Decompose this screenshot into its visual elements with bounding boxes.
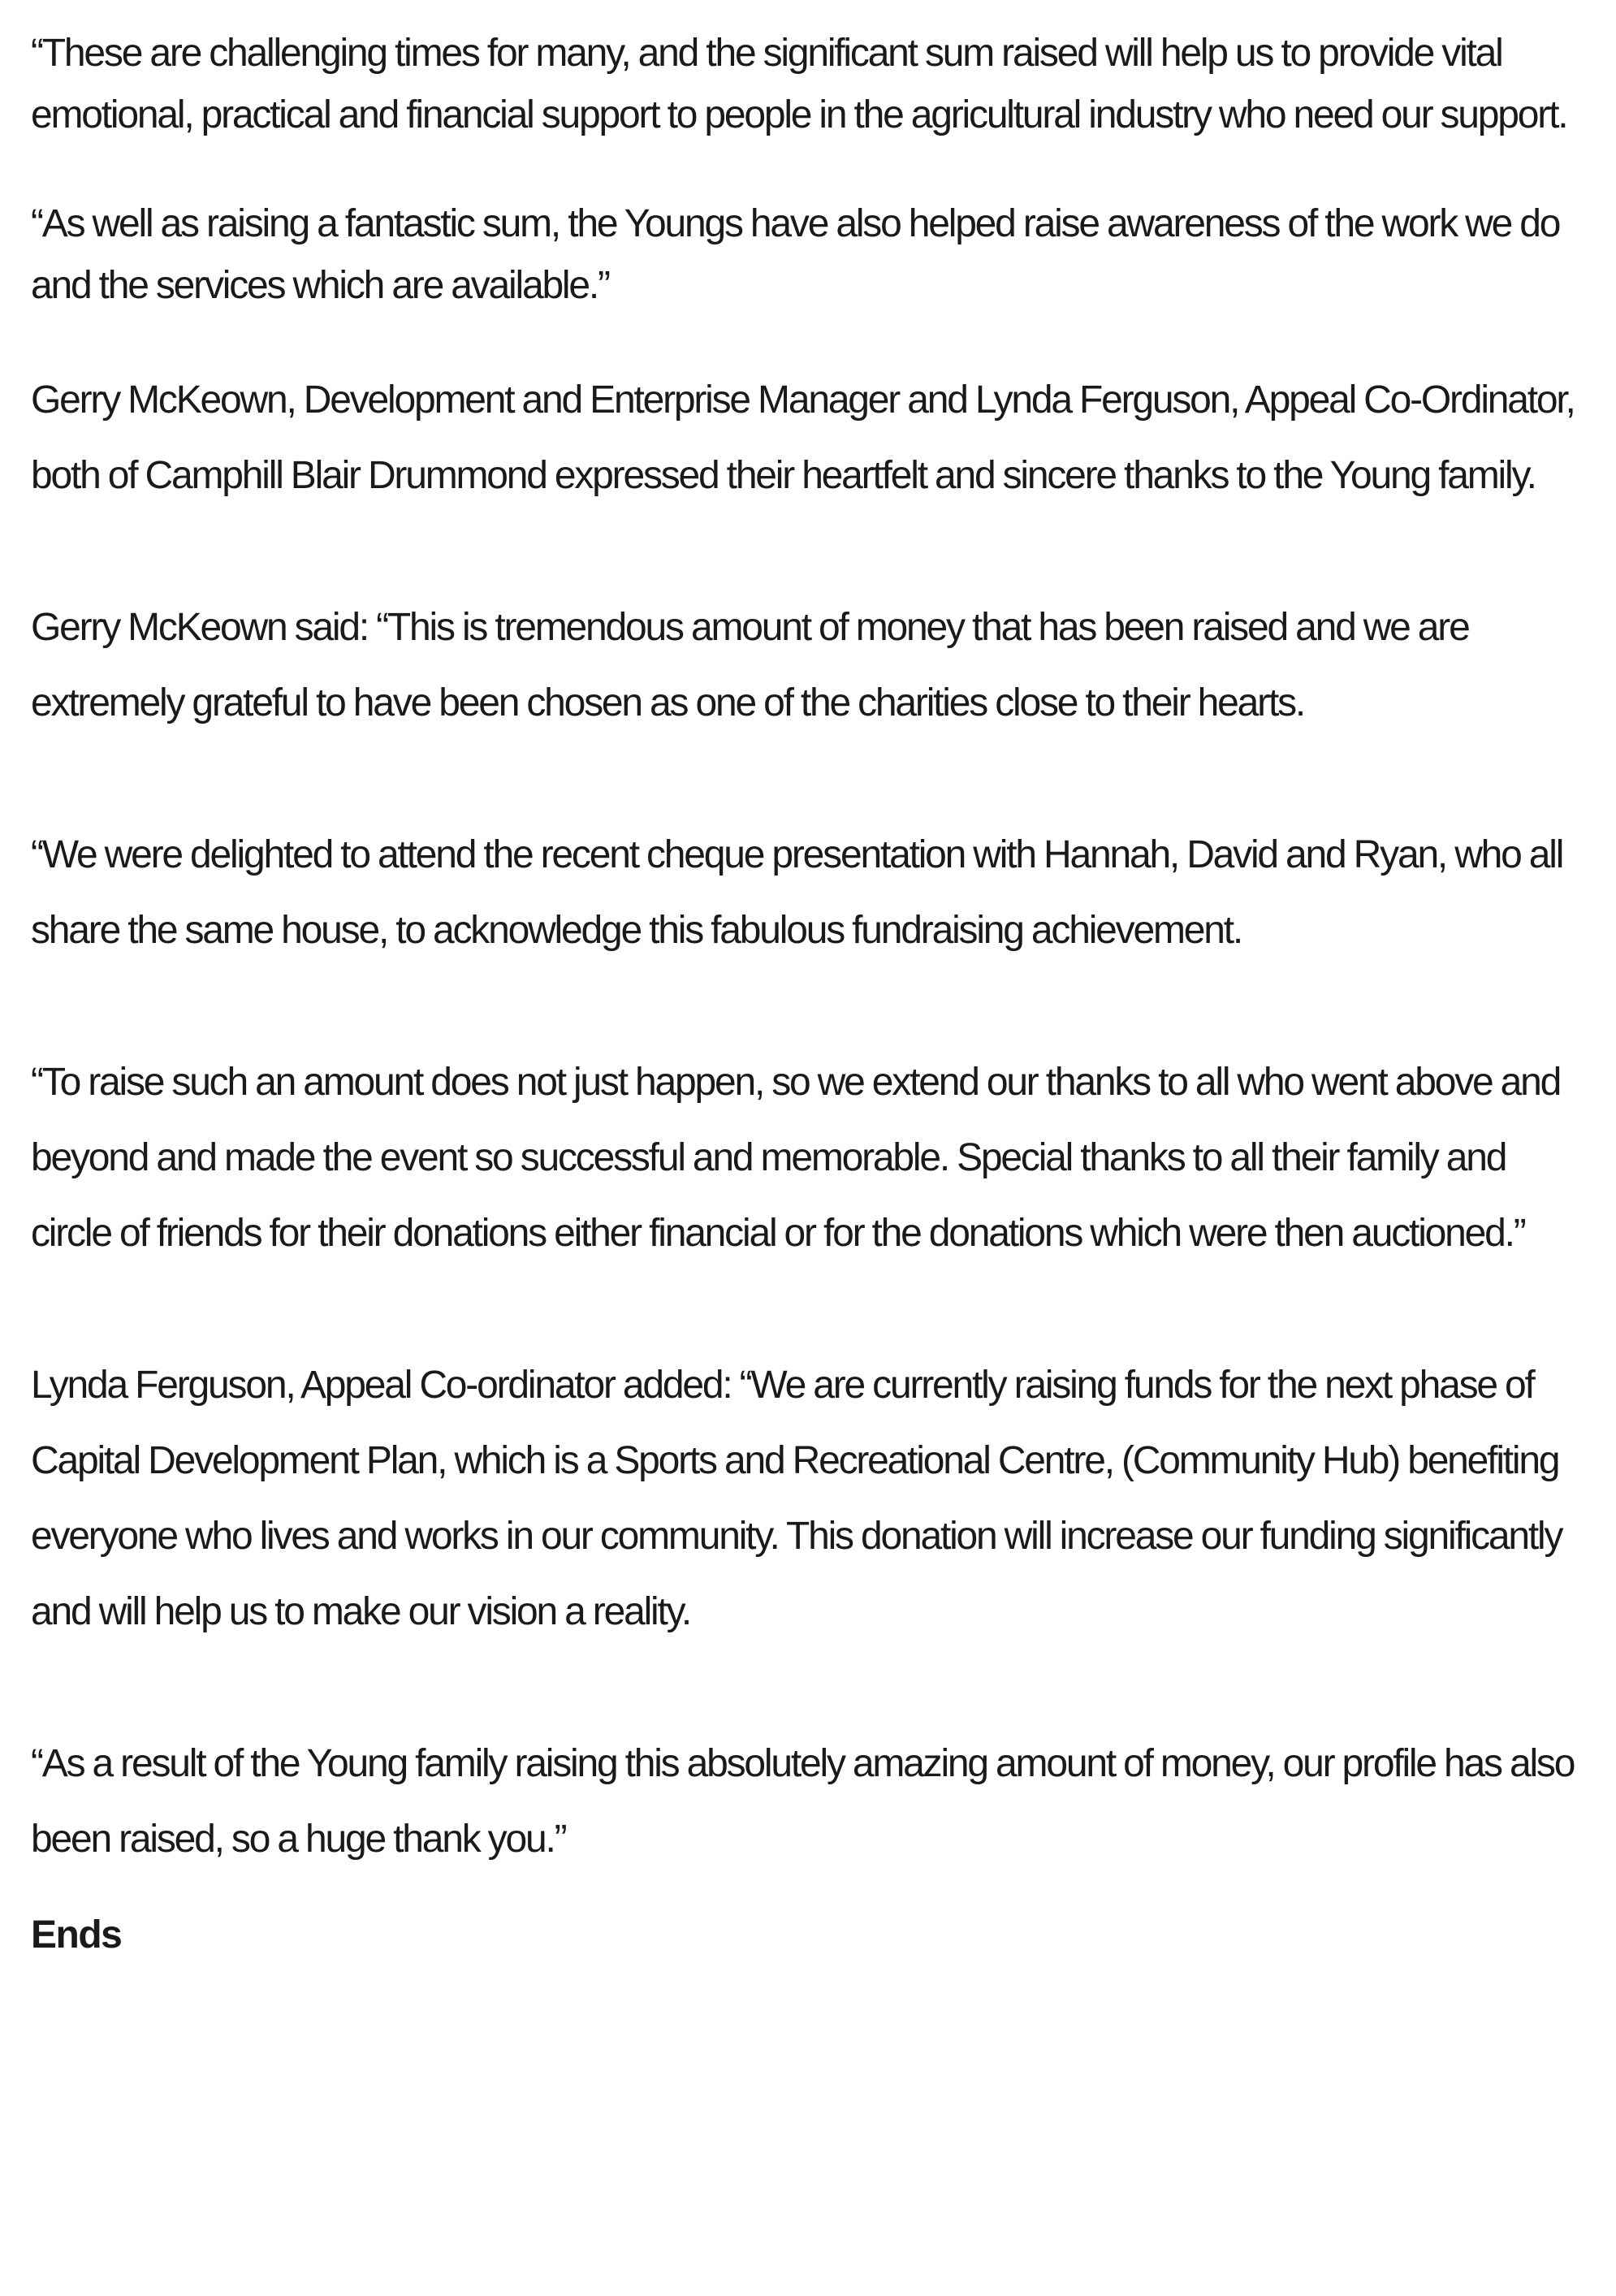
paragraph-raising-awareness: “As well as raising a fantastic sum, the Youngs have also helped raise awareness of the work we do and the services which are available.”	[31, 202, 1560, 307]
ends-marker: Ends	[31, 1913, 122, 1957]
paragraph-challenging-times: “These are challenging times for many, and the significant sum raised will help us to provide vital emotional, practical and financial support to people in the agricultural industry who need our support.	[31, 32, 1567, 136]
document-body	[31, 23, 1582, 1960]
paragraph-huge-thank-you: “As a result of the Young family raising this absolutely amazing amount of money, our profile has also been raised, so a huge thank you.”	[31, 1742, 1575, 1861]
paragraph-special-thanks: “To raise such an amount does not just happen, so we extend our thanks to all who went above and beyond and made the event so successful and memorable. Special thanks to all their family and circle of friends for their donations either financial or for the donations which were then auctioned.”	[31, 1061, 1561, 1255]
paragraph-cheque-presentation: “We were delighted to attend the recent cheque presentation with Hannah, David and Ryan, who all share the same house, to acknowledge this fabulous fundraising achievement.	[31, 833, 1563, 952]
paragraph-gerry-mckeown-quote: Gerry McKeown said: “This is tremendous amount of money that has been raised and we are extremely grateful to have been chosen as one of the charities close to their hearts.	[31, 606, 1469, 724]
paragraph-lynda-ferguson-quote: Lynda Ferguson, Appeal Co-ordinator added: “We are currently raising funds for the next phase of Capital Development Plan, which is a Sports and Recreational Centre, (Community Hub) benefiting everyone who lives and works in our community. This donation will increase our funding significantly and will help us to make our vision a reality.	[31, 1364, 1562, 1633]
paragraph-thanks-expressed: Gerry McKeown, Development and Enterprise Manager and Lynda Ferguson, Appeal Co-Ordinator, both of Camphill Blair Drummond expressed their heartfelt and sincere thanks to the Young family.	[31, 378, 1575, 497]
